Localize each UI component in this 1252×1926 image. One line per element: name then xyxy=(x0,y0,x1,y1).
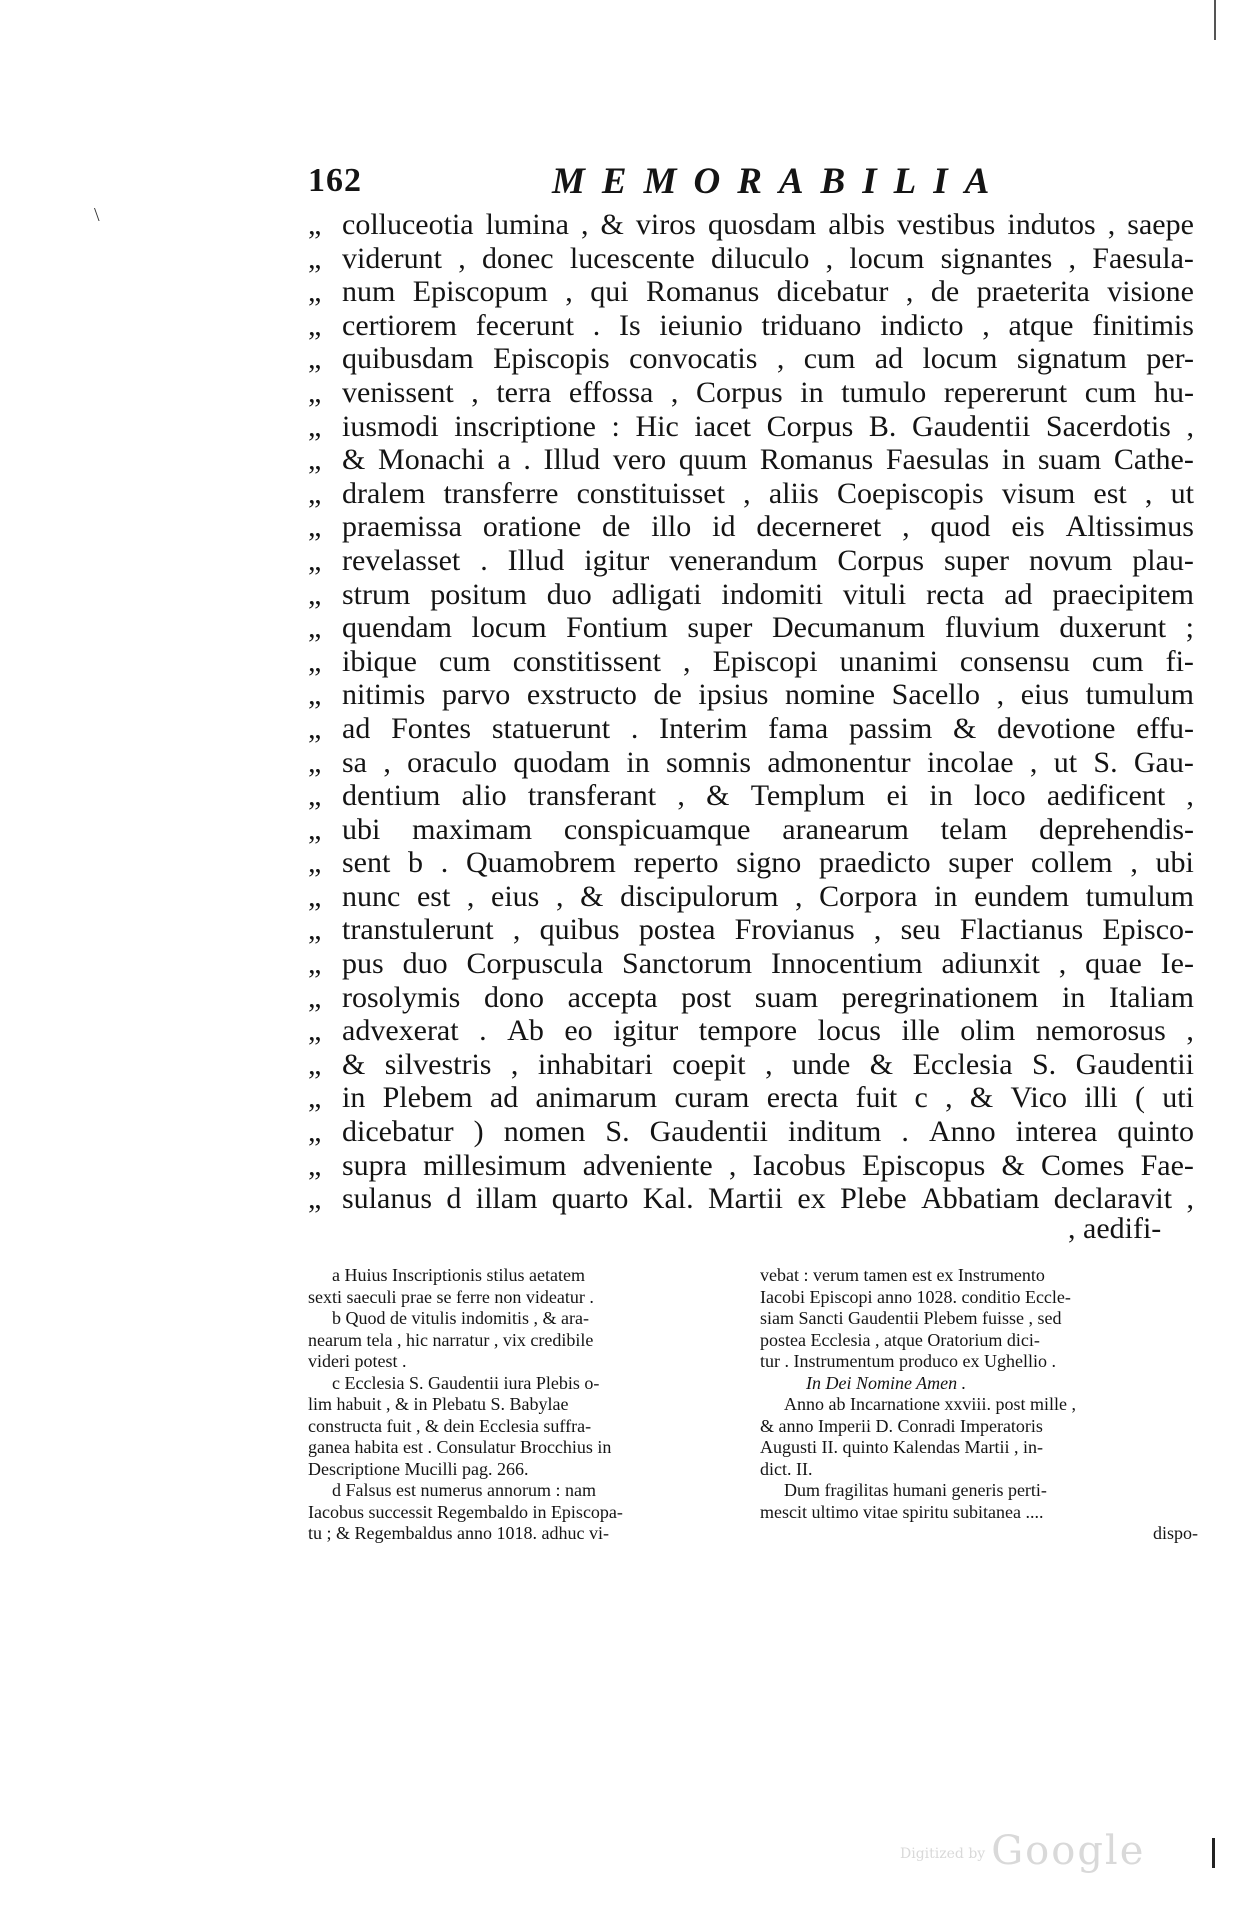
text-line xyxy=(308,1149,1194,1183)
quote-mark: „ xyxy=(308,208,322,241)
text-line-content: iusmodi inscriptione : Hic iacet Corpus B. Gaudentii Sacerdotis , xyxy=(342,409,1194,443)
text-line xyxy=(308,544,1194,578)
page-number: 162 xyxy=(308,162,362,199)
footnote-line: ganea habita est . Consulatur Brocchius in xyxy=(308,1437,612,1457)
quote-mark: „ xyxy=(308,779,322,813)
footnotes-right-column xyxy=(760,1265,1198,1545)
footnote-line: b Quod de vitulis indomitis , & ara- xyxy=(332,1308,589,1328)
text-line xyxy=(308,275,1194,309)
text-line xyxy=(308,611,1194,645)
running-title: MEMORABILIA xyxy=(552,161,1007,202)
text-line xyxy=(308,477,1194,511)
footnote-line: constructa fuit , & dein Ecclesia suffra- xyxy=(308,1415,592,1436)
page-edge-mark xyxy=(1212,1838,1215,1868)
quote-mark: „ xyxy=(308,711,322,745)
text-line-content: in Plebem ad animarum curam erecta fuit c , & Vico illi ( uti xyxy=(342,1081,1194,1115)
page-edge-line xyxy=(1214,0,1216,40)
text-line-content: revelasset . Illud igitur venerandum Corpus super novum plau- xyxy=(342,543,1194,577)
text-line xyxy=(308,342,1194,376)
text-line xyxy=(308,1081,1194,1115)
text-line xyxy=(308,1115,1194,1149)
footnote-line: nearum tela , hic narratur , vix credibile xyxy=(308,1329,594,1350)
quote-mark: „ xyxy=(308,577,322,611)
footnotes-left-column xyxy=(308,1265,742,1545)
quote-mark: „ xyxy=(308,947,322,981)
text-line xyxy=(308,913,1194,947)
quote-mark: „ xyxy=(308,342,322,376)
text-line-content: num Episcopum , qui Romanus dicebatur , de praeterita visione xyxy=(342,275,1194,309)
text-line-content: ibique cum constitissent , Episcopi unanimi consensu cum fi- xyxy=(342,644,1194,678)
footnote-line: c Ecclesia S. Gaudentii iura Plebis o- xyxy=(332,1372,600,1393)
text-line-content: viderunt , donec lucescente diluculo , locum signantes , Faesula- xyxy=(342,241,1194,275)
footnote-line: lim habuit , & in Plebatu S. Babylae xyxy=(308,1394,569,1414)
quote-mark: „ xyxy=(308,543,322,577)
text-line xyxy=(308,410,1194,444)
footnote-line: d Falsus est numerus annorum : nam xyxy=(332,1480,596,1500)
footnote-line: dict. II. xyxy=(760,1458,813,1479)
footnote-line: Augusti II. quinto Kalendas Martii , in- xyxy=(760,1437,1043,1457)
quote-mark: „ xyxy=(308,745,322,779)
footnote-line: videri potest . xyxy=(308,1351,407,1371)
footnote-line: dispo- xyxy=(1153,1523,1198,1543)
quote-mark: „ xyxy=(308,879,322,913)
main-text-block xyxy=(308,208,1194,1216)
text-line xyxy=(308,746,1194,780)
footnote-line: & anno Imperii D. Conradi Imperatoris xyxy=(760,1415,1043,1436)
text-line-content: strum positum duo adligati indomiti vituli recta ad praecipitem xyxy=(342,577,1194,611)
text-line-content: dicebatur ) nomen S. Gaudentii inditum . Anno interea quinto xyxy=(342,1115,1194,1149)
text-line-content: supra millesimum adveniente , Iacobus Episcopus & Comes Fae- xyxy=(342,1148,1194,1182)
text-line xyxy=(308,443,1194,477)
quote-mark: „ xyxy=(308,241,322,275)
footnote-line: vebat : verum tamen est ex Instrumento xyxy=(760,1265,1045,1285)
footnote-line: Iacobus successit Regembaldo in Episcopa- xyxy=(308,1501,623,1522)
text-line xyxy=(308,645,1194,679)
quote-mark: „ xyxy=(308,812,322,846)
footnote-line: tur . Instrumentum produco ex Ughellio . xyxy=(760,1351,1056,1371)
scan-speck: \ xyxy=(94,204,100,226)
quote-mark: „ xyxy=(308,913,322,947)
text-line-content: pus duo Corpuscula Sanctorum Innocentium adiunxit , quae Ie- xyxy=(342,947,1194,981)
quote-mark: „ xyxy=(308,1014,322,1048)
quote-mark: „ xyxy=(308,980,322,1014)
text-line-content: & Monachi a . Illud vero quum Romanus Faesulas in suam Cathe- xyxy=(342,443,1194,477)
text-line-content: praemissa oratione de illo id decerneret , quod eis Altissimus xyxy=(342,510,1194,544)
text-line xyxy=(308,1014,1194,1048)
text-line-content: colluceotia lumina , & viros quosdam albis vestibus indutos , saepe xyxy=(342,208,1194,241)
text-line xyxy=(308,678,1194,712)
text-line-content: dentium alio transferant , & Templum ei in loco aedificent , xyxy=(342,779,1194,813)
text-line-content: & silvestris , inhabitari coepit , unde & Ecclesia S. Gaudentii xyxy=(342,1047,1194,1081)
text-line-content: nunc est , eius , & discipulorum , Corpora in eundem tumulum xyxy=(342,879,1194,913)
text-line xyxy=(308,208,1194,242)
digitized-by-google-watermark xyxy=(900,1828,1145,1874)
quote-mark: „ xyxy=(308,1115,322,1149)
watermark-brand: Google xyxy=(991,1828,1146,1874)
text-line-content: ad Fontes statuerunt . Interim fama passim & devotione effu- xyxy=(342,711,1194,745)
text-line-content: transtulerunt , quibus postea Frovianus , seu Flactianus Episco- xyxy=(342,913,1194,947)
text-line-content: certiorem fecerunt . Is ieiunio triduano indicto , atque finitimis xyxy=(342,308,1194,342)
quote-mark: „ xyxy=(308,1182,322,1216)
quote-mark: „ xyxy=(308,510,322,544)
text-line xyxy=(308,981,1194,1015)
quote-mark: „ xyxy=(308,308,322,342)
footnote-line: sexti saeculi prae se ferre non videatur . xyxy=(308,1286,594,1307)
footnote-line: postea Ecclesia , atque Oratorium dici- xyxy=(760,1329,1040,1350)
text-line xyxy=(308,309,1194,343)
quote-mark: „ xyxy=(308,476,322,510)
text-line xyxy=(308,947,1194,981)
quote-mark: „ xyxy=(308,678,322,712)
text-line-content: quibusdam Episcopis convocatis , cum ad locum signatum per- xyxy=(342,342,1194,376)
quote-mark: „ xyxy=(308,1148,322,1182)
quote-mark: „ xyxy=(308,409,322,443)
text-line xyxy=(308,510,1194,544)
text-line-content: dralem transferre constituisset , aliis Coepiscopis visum est , ut xyxy=(342,476,1194,510)
watermark-prefix: Digitized by xyxy=(900,1846,986,1862)
text-line-content: ubi maximam conspicuamque aranearum telam deprehendis- xyxy=(342,812,1194,846)
text-line-content: advexerat . Ab eo igitur tempore locus ille olim nemorosus , xyxy=(342,1014,1194,1048)
text-line-content: rosolymis dono accepta post suam peregrinationem in Italiam xyxy=(342,980,1194,1014)
text-line xyxy=(308,1048,1194,1082)
text-line-content: quendam locum Fontium super Decumanum fluvium duxerunt ; xyxy=(342,611,1194,645)
quote-mark: „ xyxy=(308,846,322,880)
quote-mark: „ xyxy=(308,611,322,645)
footnote-line: Iacobi Episcopi anno 1028. conditio Eccle- xyxy=(760,1286,1071,1307)
quote-mark: „ xyxy=(308,443,322,477)
footnote-line: siam Sancti Gaudentii Plebem fuisse , sed xyxy=(760,1308,1062,1328)
quote-mark: „ xyxy=(308,275,322,309)
quote-mark: „ xyxy=(308,644,322,678)
text-line-content: venissent , terra effossa , Corpus in tumulo repererunt cum hu- xyxy=(342,375,1194,409)
text-line-content: sulanus d illam quarto Kal. Martii ex Plebe Abbatiam declaravit , xyxy=(342,1182,1194,1216)
text-line xyxy=(308,779,1194,813)
text-line-content: nitimis parvo exstructo de ipsius nomine Sacello , eius tumulum xyxy=(342,678,1194,712)
text-line xyxy=(308,880,1194,914)
footnote-line: Descriptione Mucilli pag. 266. xyxy=(308,1458,529,1479)
footnote-line: mescit ultimo vitae spiritu subitanea .... xyxy=(760,1501,1044,1522)
catchword: , aedifi- xyxy=(1068,1212,1162,1245)
footnote-line: tu ; & Regembaldus anno 1018. adhuc vi- xyxy=(308,1523,609,1543)
footnote-line: Anno ab Incarnatione xxviii. post mille , xyxy=(784,1394,1076,1414)
quote-mark: „ xyxy=(308,1081,322,1115)
text-line xyxy=(308,712,1194,746)
footnote-line: In Dei Nomine Amen . xyxy=(806,1372,967,1393)
text-line-content: sent b . Quamobrem reperto signo praedicto super collem , ubi xyxy=(342,846,1194,880)
text-line-content: sa , oraculo quodam in somnis admonentur incolae , ut S. Gau- xyxy=(342,745,1194,779)
text-line xyxy=(308,242,1194,276)
text-line xyxy=(308,1182,1194,1216)
text-line xyxy=(308,376,1194,410)
footnote-line: a Huius Inscriptionis stilus aetatem xyxy=(332,1265,585,1285)
quote-mark: „ xyxy=(308,375,322,409)
quote-mark: „ xyxy=(308,1047,322,1081)
text-line xyxy=(308,813,1194,847)
text-line xyxy=(308,846,1194,880)
footnote-line: Dum fragilitas humani generis perti- xyxy=(784,1480,1047,1500)
text-line xyxy=(308,578,1194,612)
